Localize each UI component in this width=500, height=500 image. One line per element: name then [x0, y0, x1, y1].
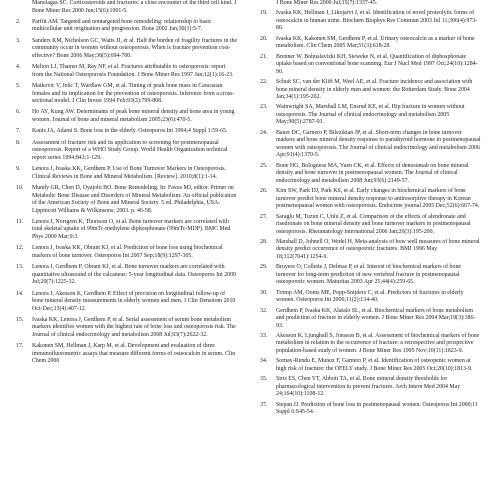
reference-number: 34. [260, 358, 268, 365]
reference-number: 13. [16, 264, 24, 271]
reference-number: 22. [260, 79, 268, 86]
reference-entry [260, 308, 482, 331]
reference-text: Schuit SC, van der Klift M, Weel AE, et al. Fracture incidence and association with bone mineral density in elderly men and women: the Rotterdam Study. Bone 2004 Jan;34(1):195-202. [276, 79, 473, 101]
reference-text: J Bone Miner Res 2000 Jul;15(7):1337-45. [276, 0, 378, 6]
reference-entry [16, 140, 238, 163]
reference-text: Wainwright SA, Marshall LM, Ensrud KE, et al. Hip fracture in women without osteoporosis. The Journal of clinical endocrinology and metabolism 2005 May;90(5):2787-93. [276, 104, 465, 126]
reference-number: 21. [260, 53, 268, 60]
reference-number: 23. [260, 104, 268, 111]
reference-number: 35. [260, 376, 268, 383]
reference-text: Lenora J, Ivaska KK, Gerdhem P. Use of Bone Turnover Markers in Osteoporosis. Clinical Reviews in Bone and Mineral Metabolism. [Review]. 2010;8(1):1-14. [32, 166, 227, 180]
reference-entry [260, 54, 482, 77]
reference-entry [260, 130, 482, 160]
reference-number: 5. [16, 83, 21, 90]
reference-entry [260, 290, 482, 305]
reference-text: Akesson K, Ljunghall S, Jonsson B, et al. Assessment of biochemical markers of bone metabolism in relation to the occurrence of fracture: a retrospective and prospective population-based study of women. J Bone Miner Res 1995 Nov;10(11):1823-9. [276, 332, 480, 354]
reference-text: Saraglu M, Tuzun C, Unlu Z, et al. Comparison of the effects of alendronate and risedronate on bone mineral density and bone turnover markers in postmenopausal osteoporosis. Rheumatology international 2006 Jan;26(3):195-200. [276, 213, 471, 235]
reference-text: Lenora J, Akesson K, Gerdhem P. Effect of precision on longitudinal follow-up of bone mineral density measurements in elderly women and men. J Clin Densitom 2010 Oct-Dec;13(4):407-12. [32, 290, 236, 312]
reference-number: 4. [16, 64, 21, 71]
reference-text: Manolagas SC. Corticosteroids and fractures: a close encounter of the third cell kind. J Bone Miner Res 2000 Jun;15(6):1001-5. [32, 0, 237, 14]
reference-entry [16, 19, 238, 34]
reference-number: 26. [260, 188, 268, 195]
reference-entry [260, 358, 482, 373]
reference-text: Lenora J, Norrgren K, Thorsson O, et al. Bone turnover markers are correlated with total skeletal uptake of 99mTc-methylene diphosphonate (99mTc-MDP). BMC Med Phys 2009 Mar;9:3. [32, 218, 231, 240]
reference-number: 3. [16, 37, 21, 44]
reference-text: Bone HG, Bolognese MA, Yuen CK, et al. Effects of denosumab on bone mineral density and bone turnover in postmenopausal women. The Journal of clinical endocrinology and metabolism 2008 Jun;93(6):2149-57. [276, 162, 469, 184]
reference-entry [16, 128, 238, 136]
reference-entry [16, 109, 238, 124]
reference-entry [260, 264, 482, 287]
reference-text: Matkovic V, Jelic T, Wardlaw GM, et al. Timing of peak bone mass in Caucasian females and its implication for the prevention of osteoporosis. Inference from a cross-sectional model. J Clin Invest 1994 Feb;93(2):799-808. [32, 83, 235, 105]
reference-entry [260, 10, 482, 33]
reference-text: Parfitt AM. Targeted and nontargeted bone remodeling: relationship to basic multicellular unit origination and progression. Bone 2002 Jan;30(1):5-7. [32, 18, 212, 33]
reference-text: Ivaska KK, Kakonen SM, Gerdhem P, et al. Urinary osteocalcin as a marker of bone metabolism. Clin Chem 2005 Mar;51(3):618-28. [276, 35, 475, 50]
reference-text: Bauer DC, Garnero P, Bilezikian JP, et al. Short-term changes in bone turnover markers and bone mineral density response to parathyroid hormone in postmenopausal women with osteoporosis. The Journal of clinical endocrinology and metabolism 2006 Apr;91(4):1370-5. [276, 129, 481, 159]
reference-number: 14. [16, 290, 24, 297]
reference-number: 33. [260, 332, 268, 339]
reference-text: Brenner W, Bohuslavizki KH, Sieweke N, et al. Quantification of diphosphonate uptake based on conventional bone scanning. Eur J Nucl Med 1997 Oct;24(10):1284-90. [276, 53, 478, 75]
reference-text: Kanis JA, Adami S. Bone loss in the elderly. Osteoporos Int 1994;4 Suppl 1:59-65. [32, 128, 228, 135]
reference-entry [16, 185, 238, 215]
reference-entry [16, 245, 238, 260]
reference-number: 24. [260, 129, 268, 136]
reference-entry [260, 239, 482, 262]
reference-column-left [16, 0, 238, 370]
reference-number: 2. [16, 18, 21, 25]
reference-text: Lenora J, Gerdhem P, Obrant KJ, et al. Bone turnover markers are correlated with quantitative ultrasound of the calcaneus: 5-year longitudinal data. Osteoporos Int 2009 Jul;20(7):1225-32. [32, 264, 236, 286]
reference-text: Siris ES, Chen YT, Abbott TA, et al. Bone mineral density thresholds for pharmacological intervention to prevent fractures. Arch Intern Med 2004 May 24;164(10):1108-12. [276, 376, 461, 398]
reference-text: Stepan JJ. Prediction of bone loss in postmenopausal women. Osteoporos Int 2000;11 Suppl 6:S45-54. [276, 401, 478, 416]
reference-text: Ivaska KK, Hellman J, Likojarvi J, et al. Identification of novel proteolytic forms of osteocalcin in human urine. Biochem Biophys Res Commun 2003 Jul 11;306(4):973-80. [276, 10, 478, 32]
reference-number: 19. [260, 10, 268, 17]
reference-text: Assessment of fracture risk and its application to screening for postmenopausal osteoporosis. Report of a WHO Study Group. World Health Organization technical report series 1994;843:1-129. [32, 139, 228, 161]
reference-entry [260, 376, 482, 399]
reference-entry [260, 214, 482, 237]
reference-number: 28. [260, 238, 268, 245]
reference-entry [16, 64, 238, 79]
reference-number: 15. [16, 316, 24, 323]
reference-entry [260, 36, 482, 51]
reference-entry [260, 104, 482, 127]
reference-text: Kim SW, Park DJ, Park KS, et al. Early changes in biochemical markers of bone turnover predict bone mineral density response to antiresorptive therapy in Korean postmenopausal women with osteoporosis. Endocrine journal 2005 Dec;52(6):667-74. [276, 188, 480, 210]
reference-entry [16, 219, 238, 242]
reference-number: 11. [16, 218, 24, 225]
reference-entry [260, 188, 482, 211]
reference-text: Ivaska KK, Lenora J, Gerdhem P, et al. Serial assessment of serum bone metabolism markers identifies women with the highest rate of bone loss and osteoporosis risk. The Journal of clinical endocrinology and metabolism 2008 Jul;93(7):2622-32. [32, 316, 236, 338]
reference-text: Mundy GR, Chen D, Oyajobi BO. Bone Remodeling. In: Favus MJ, editor. Primer on Metabolic Bone Disease and Disorders of Mineral Metabolism: An official publication of the American Society of Bone and Mineral Society. 5 ed. Philadelphia, USA: Lippincott Williams & Wilkinsons; 2003. p. 46-58. [32, 185, 237, 214]
reference-entry [16, 264, 238, 287]
reference-number: 32. [260, 307, 268, 314]
reference-entry [16, 38, 238, 61]
reference-number: 27. [260, 213, 268, 220]
reference-text: Melton LJ, Thamer M, Ray NF, et al. Fractures attributable to osteoporosis: report from the National Osteoporosis Foundation. J Bone Miner Res 1997 Jan;12(1):16-23. [32, 64, 234, 78]
reference-entry [16, 291, 238, 314]
reference-entry [260, 0, 482, 8]
reference-text: Bruyere O, Collette J, Delmas P, et al. Interest of biochemical markers of bone turnover for long-term prediction of new vertebral fracture in postmenopausal osteoporotic women. Maturitas 2003 Apr 25;44(4):259-65. [276, 264, 462, 286]
reference-text: Sanders KM, Nicholson GC, Watts JJ, et al. Half the burden of fragility fractures in the community occur in women without osteoporosis. When is fracture prevention cost-effective? Bone 2006 May;38(5):694-700. [32, 37, 238, 59]
reference-text: Kakonen SM, Hellman J, Karp M, et al. Development and evaluation of three immunofluorometric assays that measure different forms of osteocalcin in serum. Clin Chem 2000 [32, 343, 236, 365]
reference-entry [260, 402, 482, 417]
reference-text: Gerdhem P, Ivaska KK, Alatalo SL, et al. Biochemical markers of bone metabolism and prediction of fracture in elderly women. J Bone Miner Res 2004 Mar;19(3):386-93. [276, 307, 476, 329]
reference-number: 9. [16, 166, 21, 173]
reference-number: 37. [260, 401, 268, 408]
reference-number: 17. [16, 343, 24, 350]
reference-text: Marshall D, Johnell O, Wedel H. Meta-analysis of how well measures of bone mineral density predict occurrence of osteoporotic fractures. BMJ 1996 May 18;312(7041):1254-9. [276, 238, 480, 260]
reference-number: 6. [16, 109, 21, 116]
reference-text: Lenora J, Ivaska KK, Obrant KJ, et al. Prediction of bone loss using biochemical markers of bone turnover. Osteoporos Int 2007 Sep;18(9):1297-305. [32, 245, 223, 259]
reference-entry [260, 333, 482, 356]
reference-entry [260, 79, 482, 102]
reference-number: 10. [16, 185, 24, 192]
reference-number: 30. [260, 289, 268, 296]
reference-number: 29. [260, 264, 268, 271]
reference-entry [16, 343, 238, 366]
reference-number: 8. [16, 139, 21, 146]
reference-number: 20. [260, 35, 268, 42]
reference-text: Ho AY, Kung AW. Determinants of peak bone mineral density and bone area in young women. Journal of bone and mineral metabolism 2005;23(6):470-5. [32, 109, 235, 123]
reference-text: Sornay-Rendu E, Munoz F, Garnero P, et al. Identification of osteopenic women at high risk of fracture: the OFELY study. J Bone Miner Res 2005 Oct;20(10):1813-9. [276, 358, 473, 372]
reference-entry [260, 163, 482, 186]
reference-entry [16, 83, 238, 106]
reference-number: 25. [260, 162, 268, 169]
reference-number: 12. [16, 245, 24, 252]
reference-entry [16, 317, 238, 340]
reference-column-right [260, 0, 482, 420]
reference-entry [16, 166, 238, 181]
reference-entry [16, 0, 238, 15]
reference-number: 7. [16, 128, 21, 135]
reference-text: Tromp AM, Ooms ME, Popp-Snijders C, et al. Predictors of fractures in elderly women. Osteoporos Int 2000;11(2):134-40. [276, 289, 464, 304]
